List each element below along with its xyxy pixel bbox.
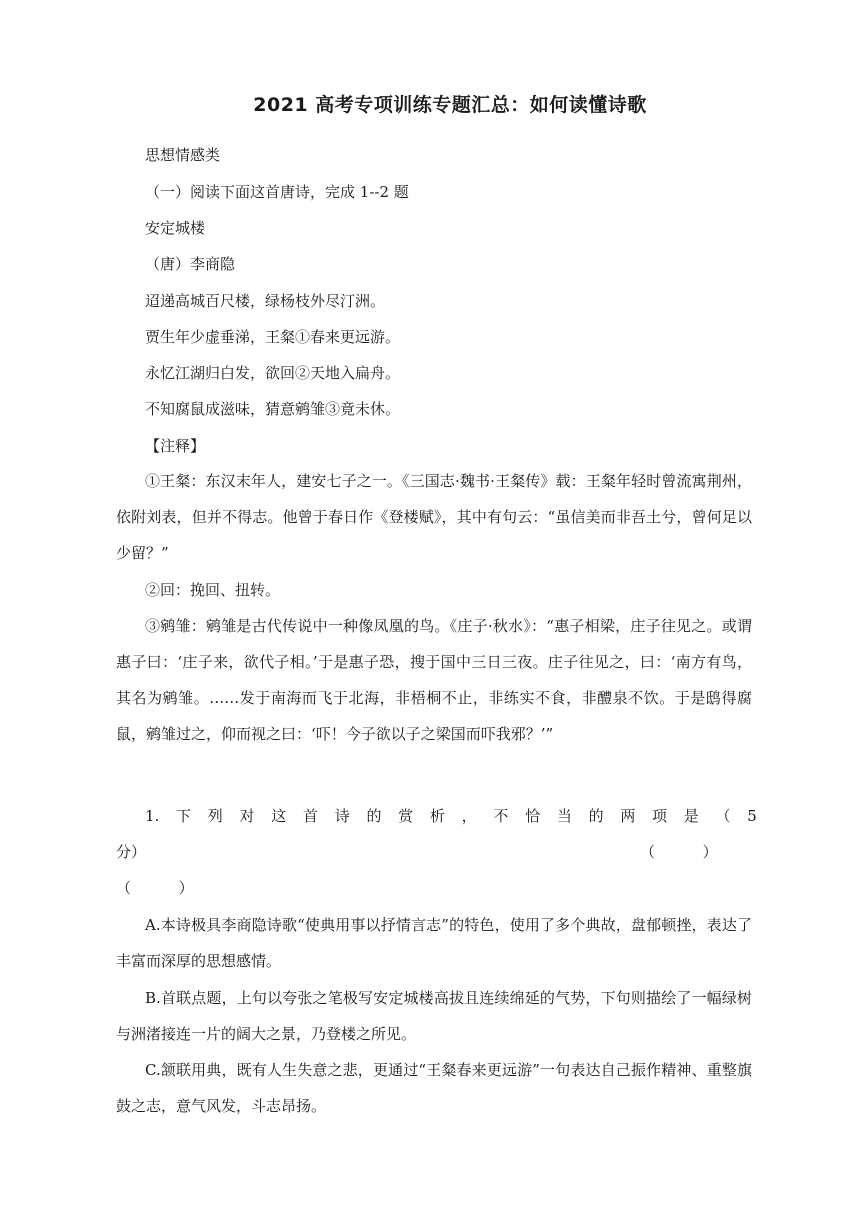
note-1: ①王粲：东汉末年人，建安七子之一。《三国志·魏书·王粲传》载：王粲年轻时曾流寓荆州，依附刘表，但并不得志。他曾于春日作《登楼赋》，其中有句云：“虽信美而非吾土兮，曾何足以少留？”: [116, 472, 752, 562]
question-1-char: ，: [461, 807, 477, 825]
option-b: B.首联点题，上句以夸张之笔极写安定城楼高拔且连续绵延的气势，下句则描绘了一幅绿树与洲渚接连一片的阔大之景，乃登楼之所见。: [116, 989, 752, 1043]
question-1-char: 析: [429, 807, 445, 825]
document-title: 2021 高考专项训练专题汇总：如何读懂诗歌: [253, 94, 647, 116]
poem-author: （唐）李商隐: [145, 255, 236, 273]
question-1-char: 是: [683, 807, 699, 825]
question-1-char: 下: [176, 807, 192, 825]
option-a: A.本诗极具李商隐诗歌“使典用事以抒情言志”的特色，使用了多个典故，盘郁顿挫，表达了丰富而深厚的思想感情。: [116, 916, 752, 970]
question-1-char: 的: [366, 807, 382, 825]
answer-blank: （ ）: [640, 843, 718, 861]
answer-blank: （ ）: [116, 879, 194, 897]
question-1-char: 不: [493, 807, 509, 825]
poem-line: 贾生年少虚垂涕，王粲①春来更远游。: [145, 328, 401, 346]
note-3: ③鹓雏：鹓雏是古代传说中一种像凤凰的鸟。《庄子·秋水》：“惠子相梁，庄子往见之。或谓惠子曰：‘庄子来，欲代子相。’于是惠子恐，搜于国中三日三夜。庄子往见之，曰：‘南方有鸟，其名为鹓雏。……发于南海而飞于北海，非梧桐不止，非练实不食，非醴泉不饮。于是鸱得腐鼠，鹓雏过之，仰而视之曰：‘吓！今子欲以子之梁国而吓我邪？’”: [116, 617, 752, 743]
question-1-char: （: [715, 807, 731, 825]
poem-line: 永忆江湖归白发，欲回②天地入扁舟。: [145, 364, 401, 382]
question-1-char: 两: [620, 807, 636, 825]
instruction-text: （一）阅读下面这首唐诗，完成 1--2 题: [145, 183, 409, 201]
note-2: ②回：挽回、扭转。: [145, 581, 281, 599]
question-1-char: 这: [271, 807, 287, 825]
question-1: [145, 806, 757, 826]
question-1-char: 5: [747, 807, 757, 825]
poem-title: 安定城楼: [145, 219, 206, 237]
question-1-char: 恰: [525, 807, 541, 825]
question-1-char: 诗: [334, 807, 350, 825]
question-1-char: 的: [588, 807, 604, 825]
question-1-char: 列: [207, 807, 223, 825]
question-1-char: 赏: [398, 807, 414, 825]
question-1-char: 1.: [145, 807, 160, 825]
question-1-char: 对: [239, 807, 255, 825]
question-1-char: 当: [556, 807, 572, 825]
category-label: 思想情感类: [145, 146, 221, 164]
question-1-char: 首: [302, 807, 318, 825]
option-c: C.颔联用典，既有人生失意之悲，更通过“王粲春来更远游”一句表达自己振作精神、重整旗鼓之志，意气风发，斗志昂扬。: [116, 1061, 752, 1115]
poem-line: 迢递高城百尺楼，绿杨枝外尽汀洲。: [145, 292, 386, 310]
notes-heading: 【注释】: [145, 437, 206, 455]
question-1-tail: 分）: [116, 843, 147, 861]
question-1-char: 项: [652, 807, 668, 825]
poem-line: 不知腐鼠成滋味，猜意鹓雏③竟未休。: [145, 400, 401, 418]
